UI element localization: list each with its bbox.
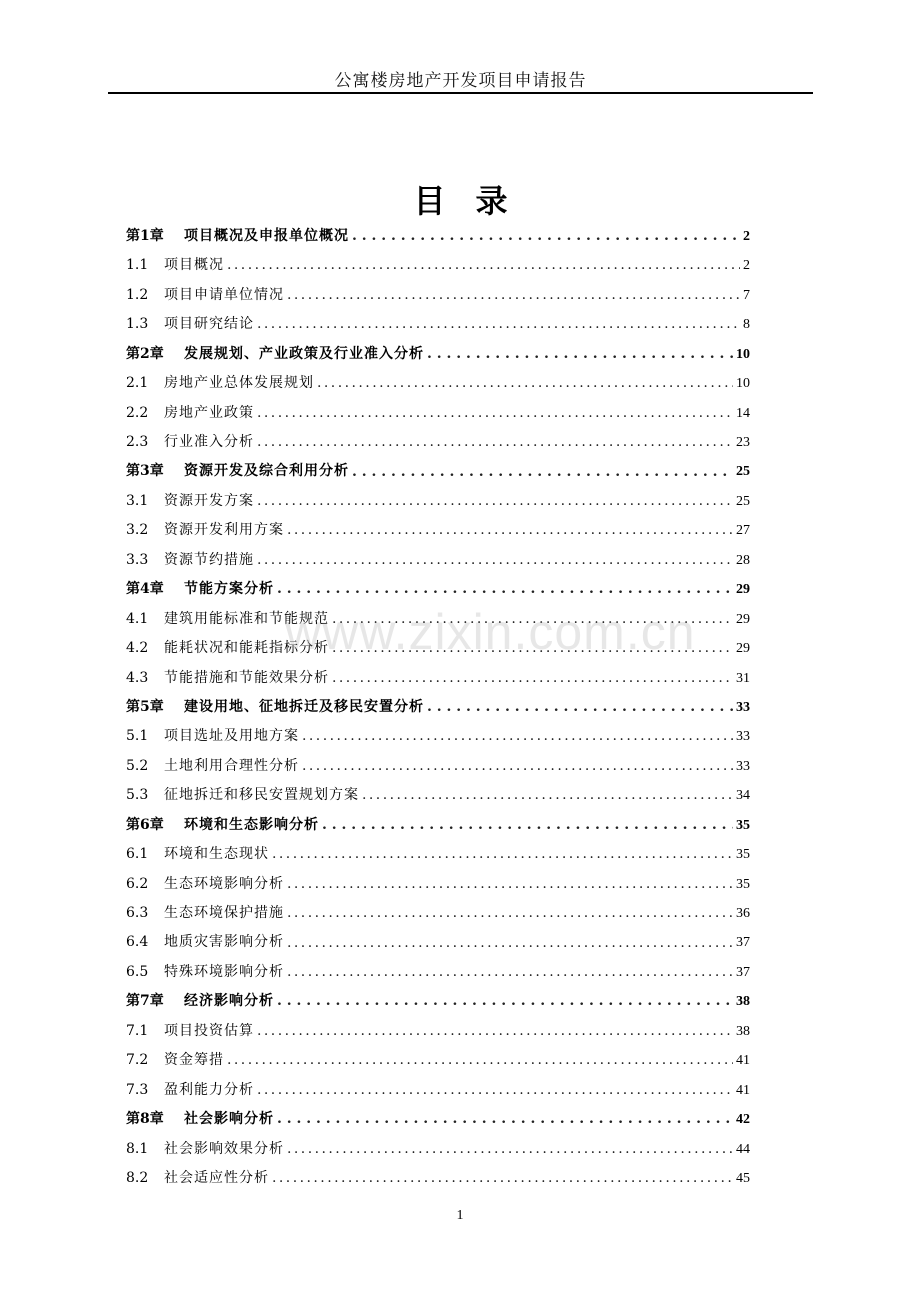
toc-entry-number: 2.3 <box>126 434 149 451</box>
toc-entry-page: 35 <box>736 817 750 833</box>
toc-section-entry[interactable] <box>126 428 750 457</box>
toc-section-entry[interactable] <box>126 516 750 545</box>
toc-entry-page: 45 <box>736 1170 750 1186</box>
toc-dot-leader <box>227 1046 733 1075</box>
toc-entry-page: 42 <box>736 1112 750 1128</box>
toc-section-entry[interactable] <box>126 1046 750 1075</box>
toc-entry-number: 7.1 <box>126 1022 149 1039</box>
toc-entry-number: 6.4 <box>126 934 149 951</box>
toc-dot-leader <box>287 281 740 310</box>
toc-entry-number: 1.2 <box>126 286 149 303</box>
toc-dot-leader <box>257 428 733 457</box>
toc-entry-title: 项目选址及用地方案 <box>164 728 299 745</box>
toc-entry-title: 资源开发利用方案 <box>164 522 284 539</box>
toc-entry-page: 2 <box>743 228 750 244</box>
toc-entry-page: 23 <box>736 435 750 451</box>
toc-section-entry[interactable] <box>126 840 750 869</box>
toc-entry-title: 项目申请单位情况 <box>164 286 284 303</box>
toc-chapter-entry[interactable] <box>126 575 750 604</box>
toc-entry-number: 第5章 <box>126 698 164 715</box>
toc-entry-page: 35 <box>736 847 750 863</box>
toc-entry-page: 34 <box>736 788 750 804</box>
toc-section-entry[interactable] <box>126 281 750 310</box>
toc-entry-number: 7.3 <box>126 1081 149 1098</box>
toc-chapter-entry[interactable] <box>126 811 750 840</box>
toc-entry-title: 建筑用能标准和节能规范 <box>164 610 329 627</box>
toc-entry-page: 36 <box>736 906 750 922</box>
toc-entry-title: 项目研究结论 <box>164 316 254 333</box>
toc-dot-leader <box>272 840 733 869</box>
toc-dot-leader <box>277 1105 733 1134</box>
toc-entry-page: 38 <box>736 1023 750 1039</box>
toc-entry-title: 社会适应性分析 <box>164 1169 269 1186</box>
toc-entry-page: 33 <box>736 729 750 745</box>
toc-entry-number: 3.2 <box>126 522 149 539</box>
toc-entry-number: 第2章 <box>126 345 164 362</box>
toc-chapter-entry[interactable] <box>126 340 750 369</box>
toc-dot-leader <box>257 1076 733 1105</box>
toc-dot-leader <box>287 899 733 928</box>
toc-dot-leader <box>287 958 733 987</box>
toc-entry-number: 7.2 <box>126 1052 149 1069</box>
toc-chapter-entry[interactable] <box>126 987 750 1016</box>
toc-dot-leader <box>302 722 733 751</box>
toc-section-entry[interactable] <box>126 752 750 781</box>
toc-chapter-entry[interactable] <box>126 458 750 487</box>
toc-entry-title: 生态环境保护措施 <box>164 905 284 922</box>
toc-section-entry[interactable] <box>126 634 750 663</box>
running-header: 公寓楼房地产开发项目申请报告 <box>334 71 587 91</box>
toc-entry-title: 房地产业总体发展规划 <box>164 375 314 392</box>
toc-entry-title: 社会影响分析 <box>184 1111 274 1128</box>
toc-entry-number: 4.3 <box>126 669 149 686</box>
toc-entry-number: 3.3 <box>126 551 149 568</box>
toc-entry-title: 资金筹措 <box>164 1052 224 1069</box>
toc-entry-number: 第4章 <box>126 581 164 598</box>
toc-dot-leader <box>352 458 733 487</box>
toc-entry-title: 地质灾害影响分析 <box>164 934 284 951</box>
toc-entry-number: 2.1 <box>126 375 149 392</box>
toc-entry-number: 2.2 <box>126 404 149 421</box>
toc-entry-number: 4.2 <box>126 640 149 657</box>
toc-entry-number: 5.2 <box>126 757 149 774</box>
toc-entry-title: 节能措施和节能效果分析 <box>164 669 329 686</box>
toc-entry-page: 2 <box>743 258 750 274</box>
toc-dot-leader <box>277 575 733 604</box>
toc-entry-number: 1.3 <box>126 316 149 333</box>
toc-entry-title: 土地利用合理性分析 <box>164 757 299 774</box>
toc-section-entry[interactable] <box>126 605 750 634</box>
toc-entry-page: 37 <box>736 935 750 951</box>
page-number: 1 <box>456 1208 464 1223</box>
toc-title: 目录 <box>413 182 538 220</box>
toc-section-entry[interactable] <box>126 1164 750 1193</box>
toc-entry-title: 生态环境影响分析 <box>164 875 284 892</box>
toc-entry-title: 盈利能力分析 <box>164 1081 254 1098</box>
toc-dot-leader <box>257 546 733 575</box>
toc-entry-page: 10 <box>736 376 750 392</box>
toc-entry-title: 资源开发及综合利用分析 <box>184 463 349 480</box>
toc-section-entry[interactable] <box>126 958 750 987</box>
toc-dot-leader <box>257 487 733 516</box>
toc-section-entry[interactable] <box>126 1017 750 1046</box>
toc-entry-page: 29 <box>736 582 750 598</box>
toc-entry-title: 征地拆迁和移民安置规划方案 <box>164 787 359 804</box>
toc-entry-title: 发展规划、产业政策及行业准入分析 <box>184 345 424 362</box>
toc-entry-page: 27 <box>736 523 750 539</box>
toc-chapter-entry[interactable] <box>126 693 750 722</box>
toc-entry-number: 8.1 <box>126 1140 149 1157</box>
toc-dot-leader <box>332 605 733 634</box>
toc-section-entry[interactable] <box>126 487 750 516</box>
toc-entry-number: 8.2 <box>126 1169 149 1186</box>
toc-dot-leader <box>257 1017 733 1046</box>
toc-dot-leader <box>277 987 733 1016</box>
toc-entry-page: 10 <box>736 346 750 362</box>
toc-entry-title: 能耗状况和能耗指标分析 <box>164 640 329 657</box>
toc-entry-title: 项目投资估算 <box>164 1022 254 1039</box>
toc-entry-page: 37 <box>736 964 750 980</box>
toc-section-entry[interactable] <box>126 310 750 339</box>
toc-entry-number: 3.1 <box>126 492 149 509</box>
toc-entry-page: 31 <box>736 670 750 686</box>
toc-section-entry[interactable] <box>126 722 750 751</box>
toc-chapter-entry[interactable] <box>126 222 750 251</box>
toc-entry-page: 38 <box>736 994 750 1010</box>
toc-section-entry[interactable] <box>126 781 750 810</box>
toc-dot-leader <box>227 251 740 280</box>
toc-entry-number: 4.1 <box>126 610 149 627</box>
toc-entry-title: 环境和生态影响分析 <box>184 816 319 833</box>
toc-entry-page: 41 <box>736 1053 750 1069</box>
toc-entry-page: 14 <box>736 405 750 421</box>
toc-entry-title: 资源开发方案 <box>164 492 254 509</box>
toc-dot-leader <box>427 693 733 722</box>
toc-entry-title: 行业准入分析 <box>164 434 254 451</box>
toc-entry-page: 29 <box>736 611 750 627</box>
toc-entry-page: 25 <box>736 493 750 509</box>
toc-entry-page: 8 <box>743 317 750 333</box>
toc-entry-number: 第8章 <box>126 1111 164 1128</box>
toc-dot-leader <box>322 811 733 840</box>
toc-entry-number: 6.2 <box>126 875 149 892</box>
toc-dot-leader <box>287 516 733 545</box>
toc-dot-leader <box>302 752 733 781</box>
toc-dot-leader <box>427 340 733 369</box>
toc-entry-title: 特殊环境影响分析 <box>164 963 284 980</box>
toc-entry-page: 28 <box>736 552 750 568</box>
toc-entry-title: 项目概况及申报单位概况 <box>184 227 349 244</box>
toc-entry-title: 经济影响分析 <box>184 993 274 1010</box>
toc-entry-page: 29 <box>736 641 750 657</box>
toc-dot-leader <box>362 781 733 810</box>
toc-dot-leader <box>257 310 740 339</box>
toc-entry-page: 7 <box>743 287 750 303</box>
toc-entry-title: 节能方案分析 <box>184 581 274 598</box>
toc-dot-leader <box>332 664 733 693</box>
toc-entry-number: 6.1 <box>126 846 149 863</box>
toc-section-entry[interactable] <box>126 369 750 398</box>
toc-dot-leader <box>287 1135 733 1164</box>
toc-entry-page: 44 <box>736 1141 750 1157</box>
header-rule <box>108 92 813 94</box>
toc-section-entry[interactable] <box>126 664 750 693</box>
toc-section-entry[interactable] <box>126 251 750 280</box>
toc-entry-number: 5.3 <box>126 787 149 804</box>
toc-chapter-entry[interactable] <box>126 1105 750 1134</box>
toc-entry-number: 第1章 <box>126 227 164 244</box>
toc-section-entry[interactable] <box>126 1135 750 1164</box>
toc-section-entry[interactable] <box>126 546 750 575</box>
toc-entry-title: 社会影响效果分析 <box>164 1140 284 1157</box>
toc-dot-leader <box>287 929 733 958</box>
toc-entry-page: 33 <box>736 758 750 774</box>
toc-entry-number: 第3章 <box>126 463 164 480</box>
toc-list <box>126 222 750 1193</box>
toc-entry-number: 6.3 <box>126 905 149 922</box>
toc-dot-leader <box>332 634 733 663</box>
toc-section-entry[interactable] <box>126 1076 750 1105</box>
toc-entry-title: 环境和生态现状 <box>164 846 269 863</box>
toc-dot-leader <box>317 369 733 398</box>
toc-dot-leader <box>287 870 733 899</box>
toc-entry-number: 1.1 <box>126 257 149 274</box>
toc-entry-number: 第6章 <box>126 816 164 833</box>
toc-dot-leader <box>257 399 733 428</box>
toc-section-entry[interactable] <box>126 870 750 899</box>
toc-entry-number: 6.5 <box>126 963 149 980</box>
toc-dot-leader <box>272 1164 733 1193</box>
toc-entry-page: 25 <box>736 464 750 480</box>
toc-section-entry[interactable] <box>126 929 750 958</box>
toc-entry-title: 房地产业政策 <box>164 404 254 421</box>
toc-section-entry[interactable] <box>126 899 750 928</box>
toc-entry-title: 建设用地、征地拆迁及移民安置分析 <box>184 698 424 715</box>
toc-entry-number: 第7章 <box>126 993 164 1010</box>
toc-entry-title: 资源节约措施 <box>164 551 254 568</box>
watermark: www.zixin.com.cn <box>285 604 696 660</box>
toc-entry-title: 项目概况 <box>164 257 224 274</box>
toc-entry-number: 5.1 <box>126 728 149 745</box>
toc-entry-page: 41 <box>736 1082 750 1098</box>
toc-section-entry[interactable] <box>126 399 750 428</box>
toc-entry-page: 35 <box>736 876 750 892</box>
toc-entry-page: 33 <box>736 699 750 715</box>
toc-dot-leader <box>352 222 740 251</box>
